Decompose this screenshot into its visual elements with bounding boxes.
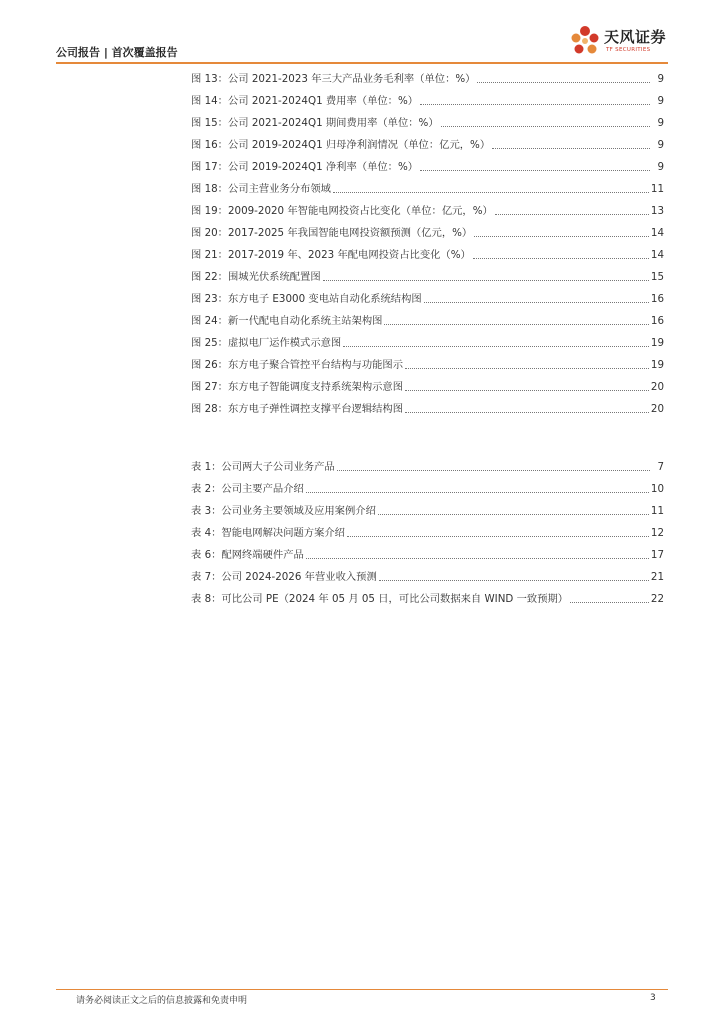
toc-entry-page: 9 bbox=[657, 73, 664, 85]
toc-entry-page: 20 bbox=[650, 381, 664, 393]
toc-entry-label: 表 8：可比公司 PE（2024 年 05 月 05 日，可比公司数据来自 WIND 一致预期） bbox=[191, 593, 569, 605]
toc-entry-label: 表 6：配网终端硬件产品 bbox=[191, 549, 304, 561]
toc-entry-label: 图 23：东方电子 E3000 变电站自动化系统结构图 bbox=[191, 293, 422, 305]
toc-entry-label: 表 4：智能电网解决问题方案介绍 bbox=[191, 527, 345, 539]
toc-leader-dots bbox=[384, 324, 648, 325]
toc-entry[interactable] bbox=[191, 288, 664, 310]
toc-entry[interactable] bbox=[191, 200, 664, 222]
toc-entry[interactable] bbox=[191, 376, 664, 398]
toc-entry-page: 20 bbox=[650, 403, 664, 415]
toc-entry-page: 10 bbox=[650, 483, 664, 495]
toc-entry-label: 图 24：新一代配电自动化系统主站架构图 bbox=[191, 315, 383, 327]
toc-entry[interactable] bbox=[191, 310, 664, 332]
toc-entry[interactable] bbox=[191, 522, 664, 544]
toc-entry-page: 9 bbox=[657, 161, 664, 173]
toc-entry-page: 7 bbox=[657, 461, 664, 473]
toc-entry-label: 图 21：2017-2019 年、2023 年配电网投资占比变化（%） bbox=[191, 249, 471, 261]
toc-leader-dots bbox=[347, 536, 649, 537]
toc-leader-dots bbox=[378, 514, 649, 515]
toc-entry-page: 9 bbox=[657, 95, 664, 107]
toc-leader-dots bbox=[424, 302, 649, 303]
toc-leader-dots bbox=[473, 258, 649, 259]
toc-entry-label: 图 15：公司 2021-2024Q1 期间费用率（单位：%） bbox=[191, 117, 439, 129]
toc-leader-dots bbox=[420, 104, 650, 105]
toc-entry-page: 19 bbox=[650, 337, 664, 349]
report-type-label: 公司报告 | 首次覆盖报告 bbox=[56, 46, 178, 59]
toc-entry-page: 9 bbox=[657, 139, 664, 151]
toc-leader-dots bbox=[323, 280, 649, 281]
toc-entry-page: 17 bbox=[650, 549, 664, 561]
toc-entry[interactable] bbox=[191, 156, 664, 178]
toc-entry-label: 图 19：2009-2020 年智能电网投资占比变化（单位：亿元，%） bbox=[191, 205, 493, 217]
toc-entry[interactable] bbox=[191, 398, 664, 420]
toc-entry[interactable] bbox=[191, 178, 664, 200]
flower-logo-icon bbox=[568, 24, 602, 60]
toc-entry-page: 12 bbox=[650, 527, 664, 539]
toc-entry-label: 图 13：公司 2021-2023 年三大产品业务毛利率（单位：%） bbox=[191, 73, 476, 85]
toc-entry-label: 表 7：公司 2024-2026 年营业收入预测 bbox=[191, 571, 377, 583]
toc-entry[interactable] bbox=[191, 478, 664, 500]
toc-entry[interactable] bbox=[191, 112, 664, 134]
toc-entry-label: 表 1：公司两大子公司业务产品 bbox=[191, 461, 335, 473]
toc-leader-dots bbox=[343, 346, 649, 347]
toc-entry-label: 图 16：公司 2019-2024Q1 归母净利润情况（单位：亿元，%） bbox=[191, 139, 491, 151]
toc-entry-page: 11 bbox=[650, 183, 664, 195]
toc-entry-page: 14 bbox=[650, 249, 664, 261]
footer-disclaimer: 请务必阅读正文之后的信息披露和免责申明 bbox=[76, 996, 248, 1006]
toc-entry[interactable] bbox=[191, 266, 664, 288]
toc-leader-dots bbox=[420, 170, 650, 171]
toc-entry[interactable] bbox=[191, 500, 664, 522]
table-index bbox=[191, 456, 664, 610]
toc-entry[interactable] bbox=[191, 456, 664, 478]
figure-index bbox=[191, 68, 664, 420]
toc-entry[interactable] bbox=[191, 354, 664, 376]
toc-leader-dots bbox=[306, 558, 649, 559]
logo-brand-name: 天风证券 bbox=[604, 28, 667, 46]
toc-leader-dots bbox=[492, 148, 650, 149]
toc-entry-page: 9 bbox=[657, 117, 664, 129]
toc-entry-label: 图 22：围城光伏系统配置图 bbox=[191, 271, 321, 283]
toc-entry-label: 图 20：2017-2025 年我国智能电网投资额预测（亿元，%） bbox=[191, 227, 473, 239]
toc-entry-label: 图 28：东方电子弹性调控支撑平台逻辑结构图 bbox=[191, 403, 404, 415]
toc-leader-dots bbox=[405, 412, 649, 413]
toc-entry-label: 表 2：公司主要产品介绍 bbox=[191, 483, 304, 495]
toc-entry-page: 16 bbox=[650, 293, 664, 305]
toc-entry-page: 14 bbox=[650, 227, 664, 239]
toc-entry-label: 图 25：虚拟电厂运作模式示意图 bbox=[191, 337, 342, 349]
toc-entry-label: 图 26：东方电子聚合管控平台结构与功能图示 bbox=[191, 359, 404, 371]
toc-entry[interactable] bbox=[191, 222, 664, 244]
toc-leader-dots bbox=[306, 492, 649, 493]
toc-entry[interactable] bbox=[191, 90, 664, 112]
toc-entry[interactable] bbox=[191, 134, 664, 156]
toc-entry-label: 表 3：公司业务主要领域及应用案例介绍 bbox=[191, 505, 376, 517]
toc-entry-page: 19 bbox=[650, 359, 664, 371]
toc-leader-dots bbox=[570, 602, 649, 603]
toc-leader-dots bbox=[441, 126, 650, 127]
toc-leader-dots bbox=[495, 214, 649, 215]
header-divider bbox=[56, 62, 668, 64]
toc-entry-label: 图 18：公司主营业务分布领域 bbox=[191, 183, 331, 195]
toc-entry-label: 图 14：公司 2021-2024Q1 费用率（单位：%） bbox=[191, 95, 419, 107]
toc-entry-label: 图 17：公司 2019-2024Q1 净利率（单位：%） bbox=[191, 161, 419, 173]
toc-entry-page: 11 bbox=[650, 505, 664, 517]
toc-entry[interactable] bbox=[191, 544, 664, 566]
toc-entry-page: 22 bbox=[650, 593, 664, 605]
toc-entry[interactable] bbox=[191, 588, 664, 610]
toc-leader-dots bbox=[333, 192, 649, 193]
toc-entry-label: 图 27：东方电子智能调度支持系统架构示意图 bbox=[191, 381, 404, 393]
tf-securities-logo bbox=[568, 22, 672, 62]
toc-entry[interactable] bbox=[191, 332, 664, 354]
footer-divider bbox=[56, 989, 668, 990]
toc-entry-page: 13 bbox=[650, 205, 664, 217]
toc-leader-dots bbox=[405, 390, 649, 391]
toc-entry[interactable] bbox=[191, 68, 664, 90]
toc-entry-page: 15 bbox=[650, 271, 664, 283]
toc-leader-dots bbox=[405, 368, 649, 369]
toc-leader-dots bbox=[474, 236, 649, 237]
toc-entry-page: 21 bbox=[650, 571, 664, 583]
toc-entry[interactable] bbox=[191, 244, 664, 266]
toc-leader-dots bbox=[477, 82, 650, 83]
toc-leader-dots bbox=[337, 470, 650, 471]
toc-entry-page: 16 bbox=[650, 315, 664, 327]
logo-brand-english: TF SECURITIES bbox=[606, 47, 651, 53]
toc-leader-dots bbox=[379, 580, 649, 581]
toc-entry[interactable] bbox=[191, 566, 664, 588]
page-number: 3 bbox=[650, 993, 656, 1003]
